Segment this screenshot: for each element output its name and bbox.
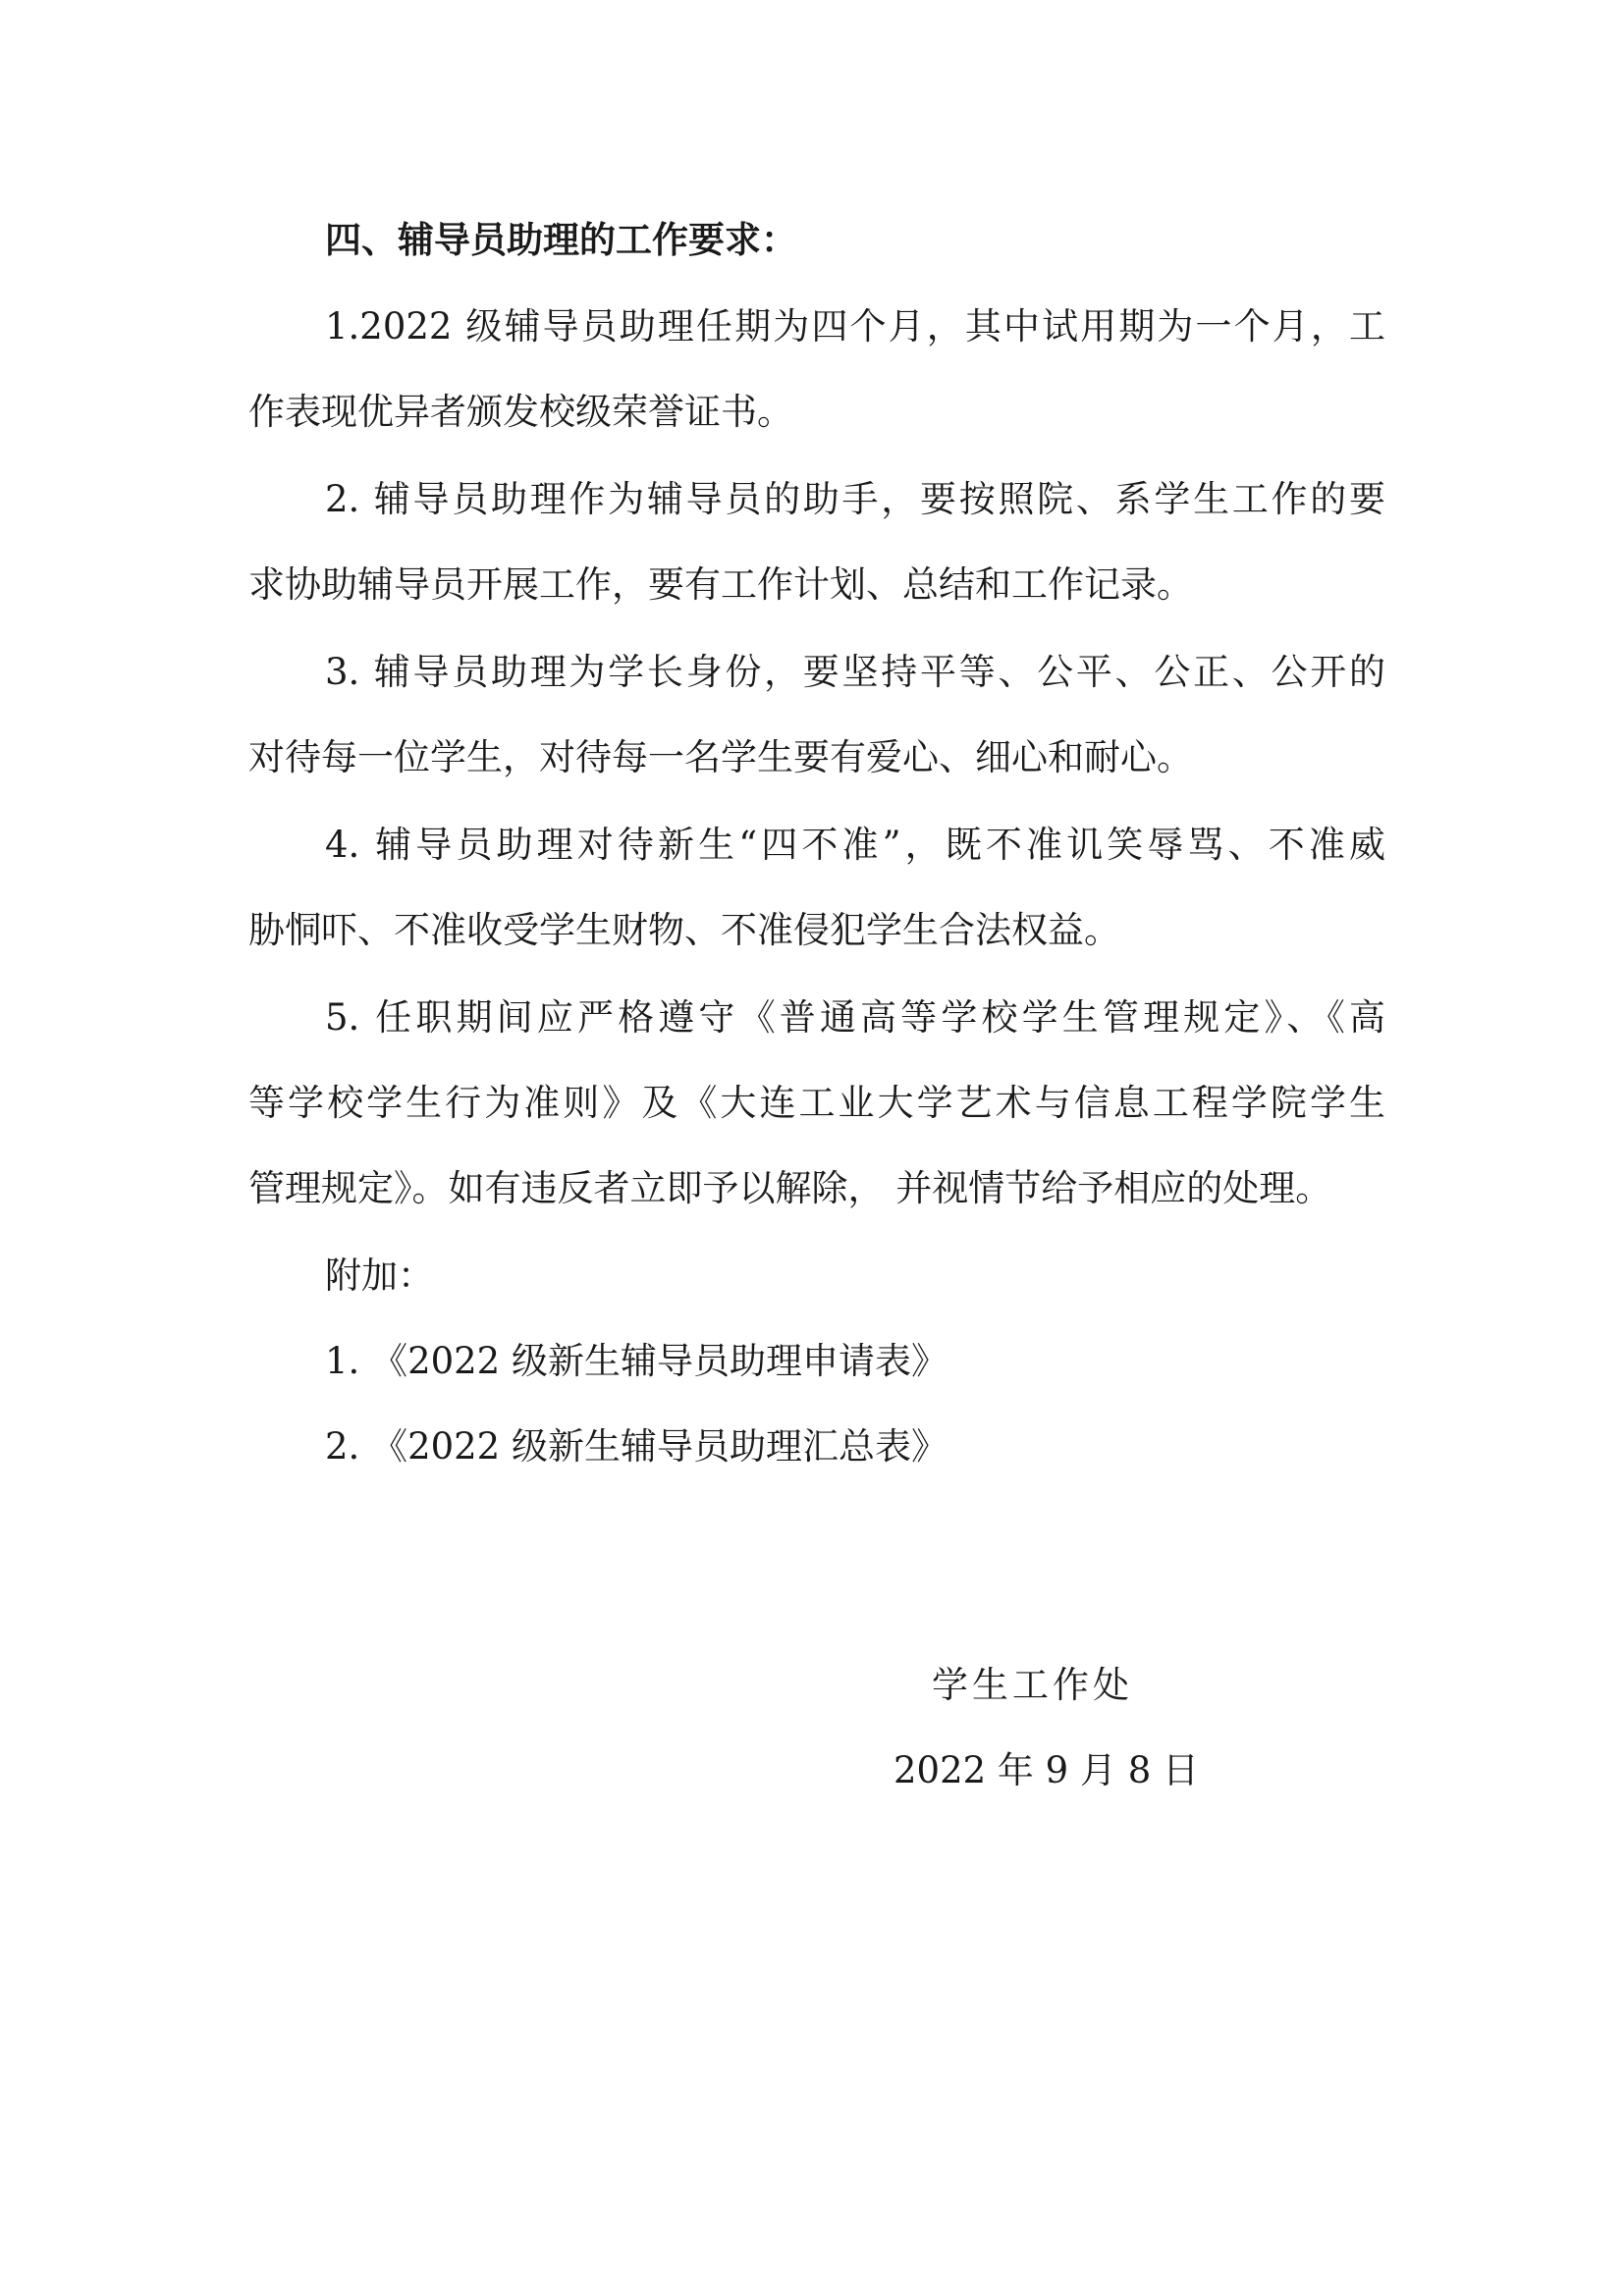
paragraph-4-line-1: 4. 辅导员助理对待新生“四不准”，既不准讥笑辱骂、不准威 — [325, 824, 1385, 866]
paragraph-4-line-2: 胁恫吓、不准收受学生财物、不准侵犯学生合法权益。 — [248, 909, 1120, 951]
attachment-item-1: 1. 《2022 级新生辅导员助理申请表》 — [325, 1340, 947, 1382]
signature-date: 2022 年 9 月 8 日 — [893, 1749, 1200, 1791]
paragraph-5-line-2: 等学校学生行为准则》及《大连工业大学艺术与信息工程学院学生 — [248, 1082, 1385, 1124]
paragraph-2-line-1: 2. 辅导员助理作为辅导员的助手，要按照院、系学生工作的要 — [325, 478, 1385, 520]
signature-office: 学生工作处 — [932, 1664, 1133, 1706]
paragraph-3-line-1: 3. 辅导员助理为学长身份，要坚持平等、公平、公正、公开的 — [325, 651, 1385, 693]
section-heading: 四、辅导员助理的工作要求： — [325, 219, 797, 261]
paragraph-5-line-3: 管理规定》。如有违反者立即予以解除， 并视情节给予相应的处理。 — [248, 1167, 1332, 1209]
paragraph-2-line-2: 求协助辅导员开展工作，要有工作计划、总结和工作记录。 — [248, 563, 1193, 606]
attachment-item-2: 2. 《2022 级新生辅导员助理汇总表》 — [325, 1425, 947, 1468]
paragraph-5-line-1: 5. 任职期间应严格遵守《普通高等学校学生管理规定》、《高 — [325, 996, 1385, 1039]
attachments-label: 附加： — [325, 1255, 434, 1297]
paragraph-1-line-1: 1.2022 级辅导员助理任期为四个月，其中试用期为一个月，工 — [325, 305, 1385, 347]
paragraph-3-line-2: 对待每一位学生，对待每一名学生要有爱心、细心和耐心。 — [248, 736, 1193, 778]
paragraph-1-line-2: 作表现优异者颁发校级荣誉证书。 — [248, 391, 793, 433]
